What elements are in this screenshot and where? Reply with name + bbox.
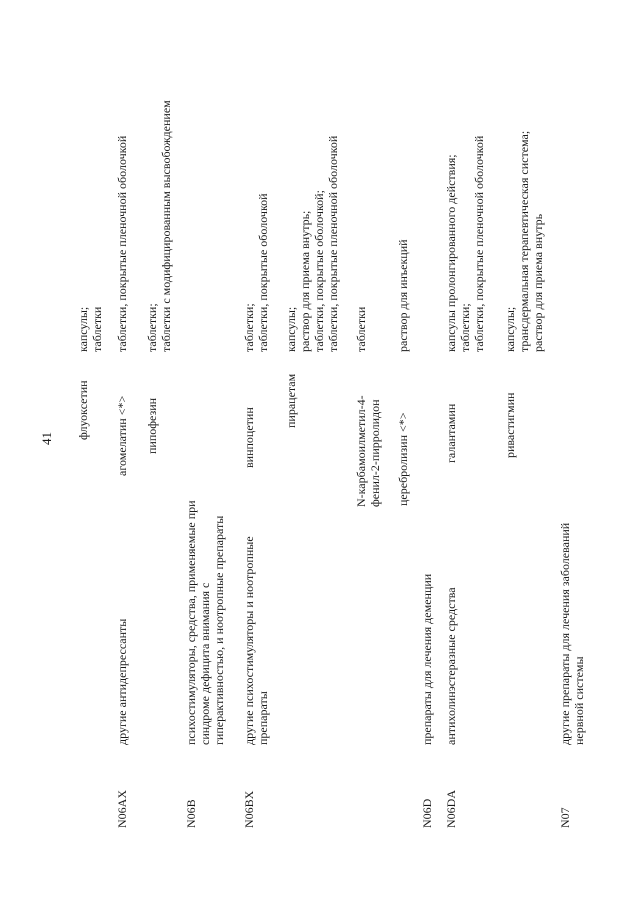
dosage-form: таблетки: [354, 306, 368, 352]
dosage-form: раствор для приема внутрь;: [298, 210, 312, 352]
atc-code: N06DA: [444, 790, 458, 828]
drug-name-line: фенил-2-пирролидон: [368, 399, 382, 507]
drug-name: галантамин: [444, 403, 458, 463]
dosage-form: капсулы;: [284, 306, 298, 352]
drug-name: церебролизин <*>: [396, 412, 410, 506]
group-name: другие антидепрессанты: [115, 618, 129, 745]
dosage-form: таблетки, покрытые оболочкой: [256, 193, 270, 352]
dosage-form: таблетки с модифицированным высвобождением: [159, 100, 173, 352]
drug-name: пирацетам: [284, 373, 298, 428]
page-number: 41: [39, 432, 54, 445]
atc-code: N06D: [420, 798, 434, 828]
dosage-form: таблетки;: [145, 303, 159, 352]
group-name: препараты для лечения деменции: [420, 573, 434, 745]
group-name: другие препараты для лечения заболеваний нервной системы: [558, 522, 586, 745]
dosage-form: таблетки, покрытые оболочкой;: [312, 190, 326, 352]
drug-name: флуоксетин: [76, 380, 90, 440]
dosage-form: таблетки: [90, 306, 104, 352]
dosage-form: таблетки;: [242, 303, 256, 352]
drug-name: винпоцетин: [242, 407, 256, 468]
group-name: другие психостимуляторы и ноотропные препараты: [242, 536, 270, 745]
drug-name-line: N-карбамоилметил-4-: [354, 395, 368, 507]
drug-name: агомелатин <*>: [115, 395, 129, 476]
atc-code: N06BX: [242, 790, 256, 828]
dosage-form: капсулы;: [503, 306, 517, 352]
group-name: психостимуляторы, средства, применяемые при синдроме дефицита внимания с гиперактивностью, и ноотропные препараты: [184, 500, 226, 745]
dosage-form: таблетки, покрытые пленочной оболочкой: [326, 135, 340, 352]
drug-name: ривастигмин: [503, 392, 517, 458]
atc-code: N06AX: [115, 790, 129, 828]
dosage-form: трансдермальная терапевтическая система;: [517, 130, 531, 352]
dosage-form: таблетки, покрытые пленочной оболочкой: [115, 135, 129, 352]
atc-code: N06B: [184, 799, 198, 828]
dosage-form: таблетки;: [458, 303, 472, 352]
dosage-form: раствор для приема внутрь: [531, 213, 545, 352]
dosage-form: раствор для инъекций: [396, 239, 410, 352]
dosage-form: капсулы пролонгированного действия;: [444, 154, 458, 352]
atc-code: N07: [558, 807, 572, 828]
group-name: антихолинэстеразные средства: [444, 587, 458, 745]
dosage-form: таблетки, покрытые пленочной оболочкой: [472, 135, 486, 352]
dosage-form: капсулы;: [76, 306, 90, 352]
drug-name: пипофезин: [145, 397, 159, 454]
